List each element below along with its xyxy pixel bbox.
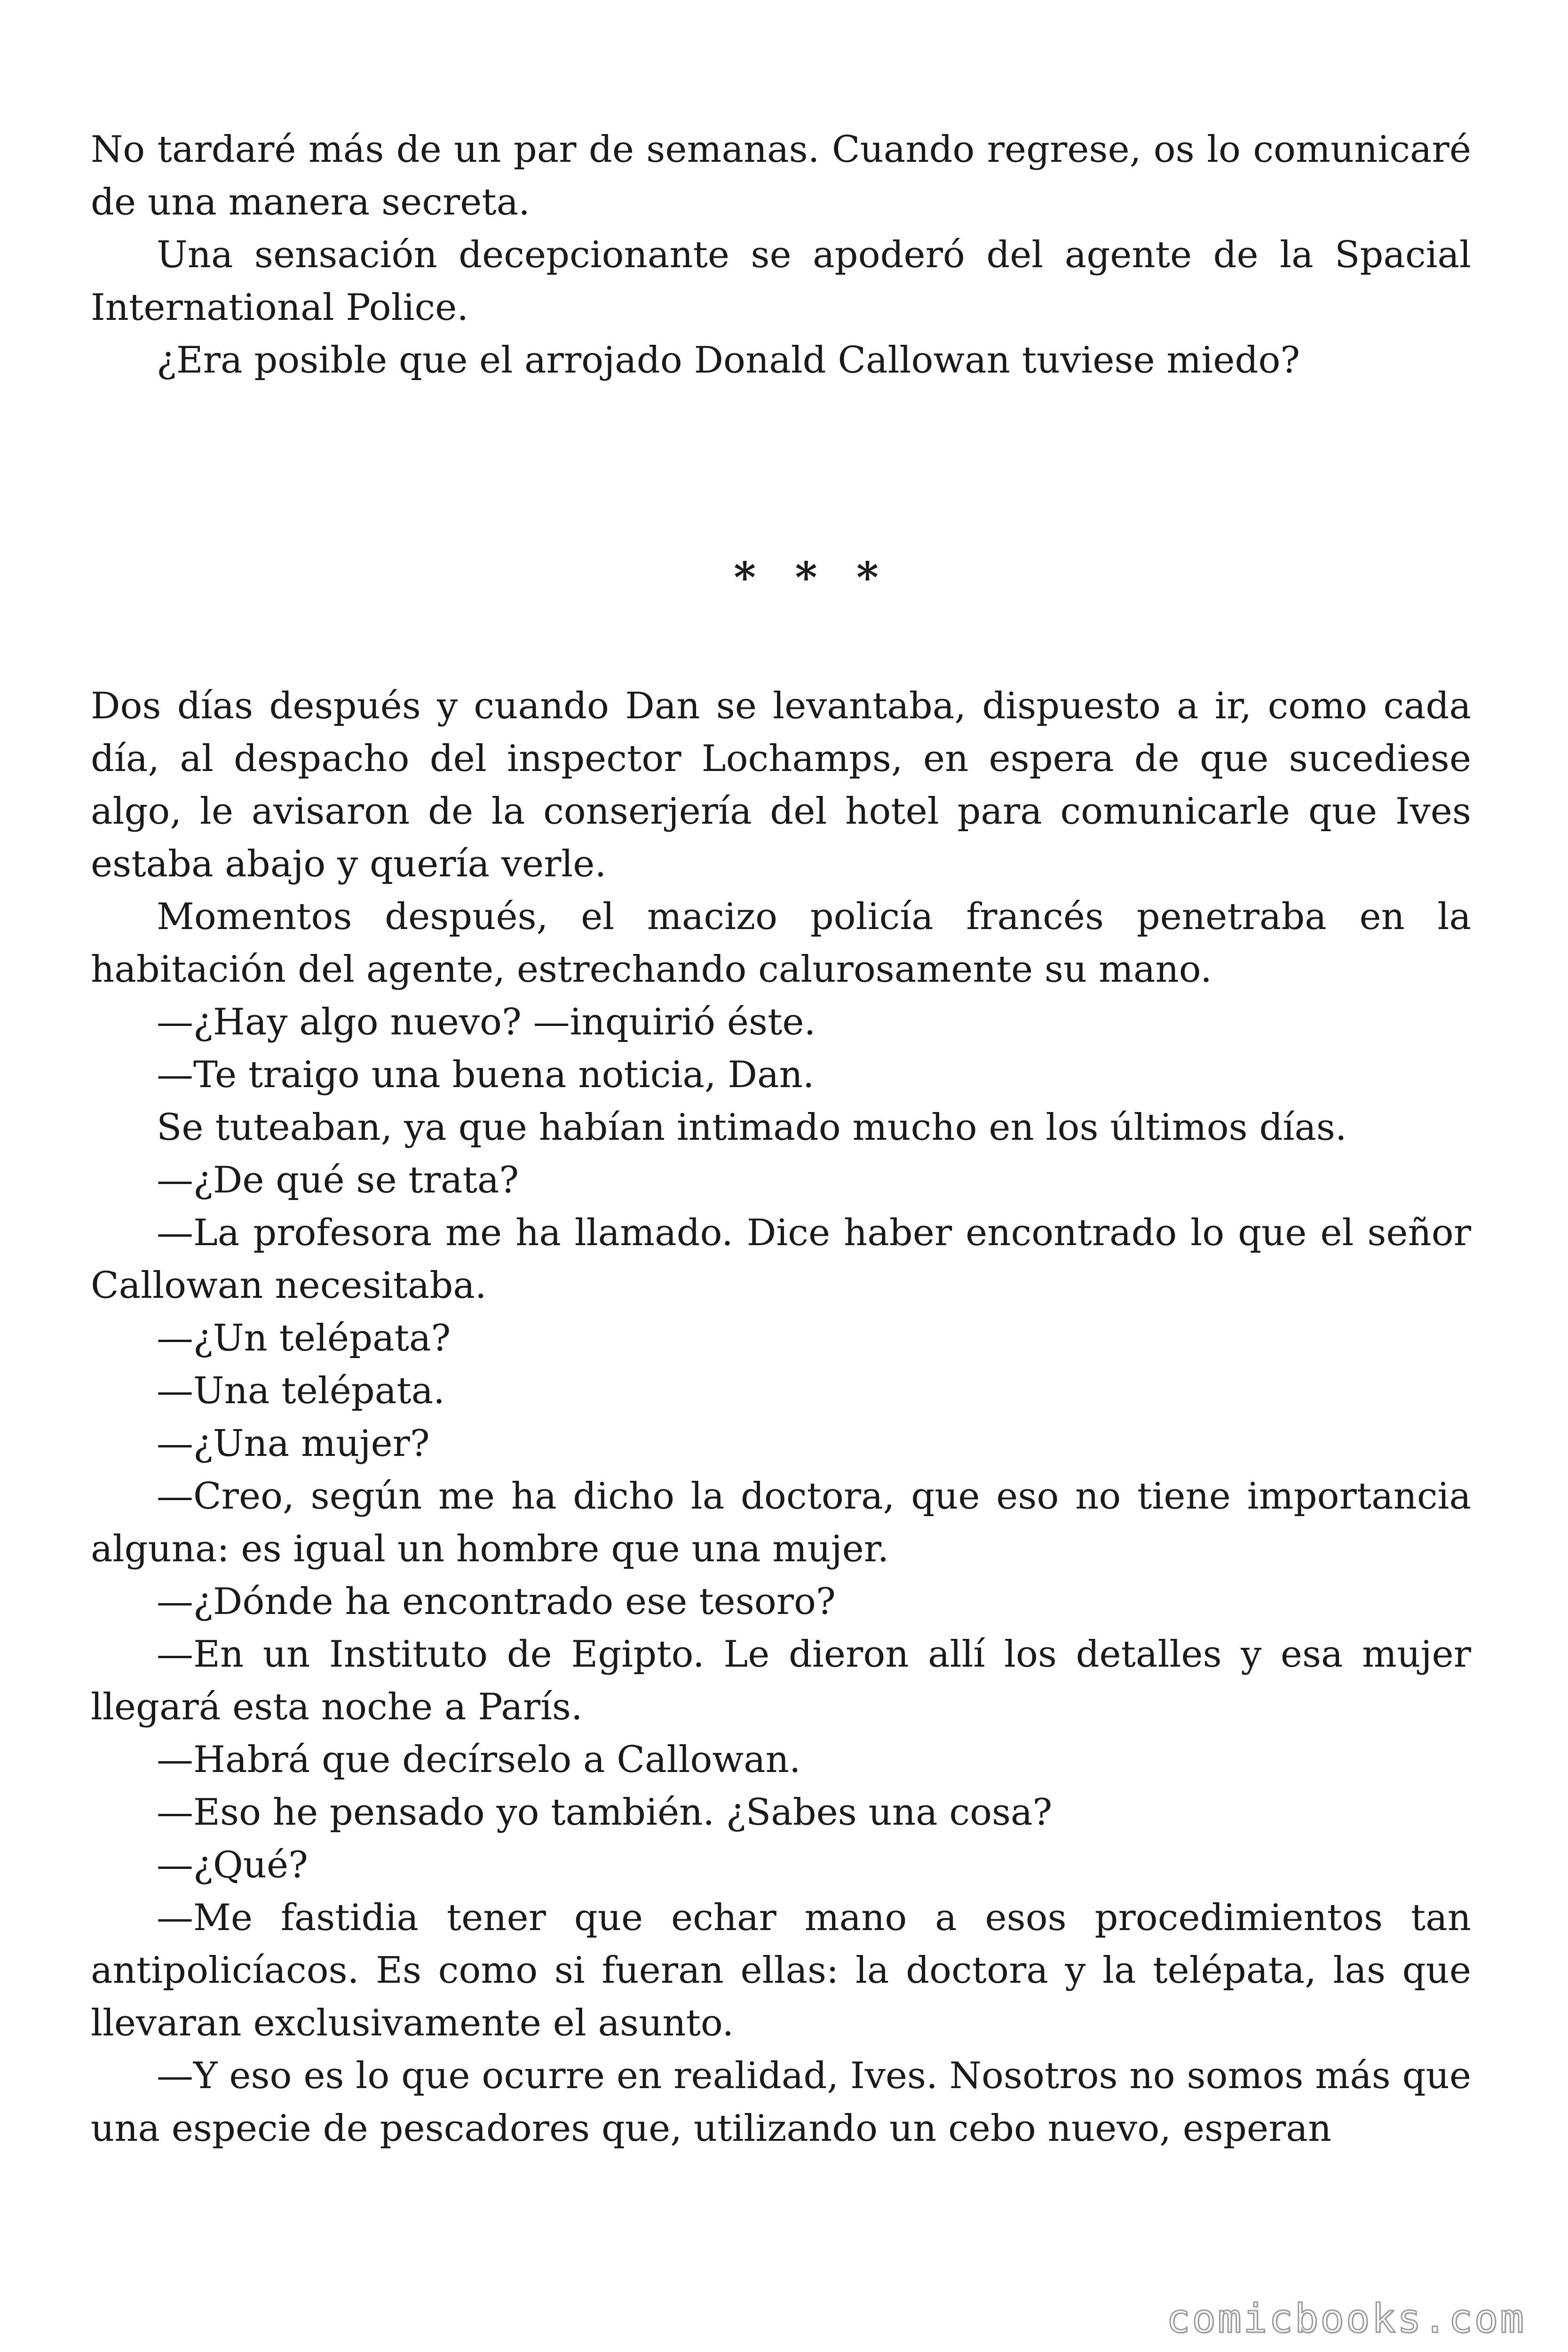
dialogue-line: —¿Una mujer? [157, 1422, 430, 1465]
dialogue-line: —Una telépata. [157, 1370, 445, 1412]
paragraph: Momentos después, el macizo policía francés penetraba en la habitación del agente, estrechando calurosamente su mano. [91, 896, 1471, 991]
dialogue-line: —En un Instituto de Egipto. Le dieron allí los detalles y esa mujer llegará esta noche a París. [91, 1633, 1471, 1728]
dialogue-line: —Te traigo una buena noticia, Dan. [157, 1054, 815, 1096]
dialogue-line: —¿Hay algo nuevo? —inquirió éste. [157, 1001, 816, 1043]
dialogue-line: —Y eso es lo que ocurre en realidad, Ives. Nosotros no somos más que una especie de pescadores que, utilizando un cebo nuevo, esperan [91, 2055, 1471, 2150]
section-separator: * * * [734, 553, 891, 603]
paragraph: Se tuteaban, ya que habían intimado mucho en los últimos días. [157, 1106, 1347, 1149]
dialogue-line: —¿Un telépata? [157, 1317, 451, 1359]
top-text-block [91, 123, 1471, 387]
dialogue-line: —¿De qué se trata? [157, 1159, 519, 1201]
paragraph: Dos días después y cuando Dan se levantaba, dispuesto a ir, como cada día, al despacho del inspector Lochamps, en espera de que sucediese algo, le avisaron de la conserjería del hotel para comunicarle que Ives estaba abajo y quería verle. [91, 685, 1471, 885]
dialogue-line: —Eso he pensado yo también. ¿Sabes una cosa? [157, 1791, 1053, 1834]
dialogue-line: —Me fastidia tener que echar mano a esos procedimientos tan antipolicíacos. Es como si fueran ellas: la doctora y la telépata, las que llevaran exclusivamente el asunto. [91, 1897, 1471, 2044]
dialogue-line: —Creo, según me ha dicho la doctora, que eso no tiene importancia alguna: es igual un hombre que una mujer. [91, 1475, 1471, 1570]
main-text-block [91, 680, 1471, 2155]
dialogue-line: —¿Dónde ha encontrado ese tesoro? [157, 1581, 836, 1623]
paragraph: Una sensación decepcionante se apoderó del agente de la Spacial International Police. [91, 234, 1471, 329]
dialogue-line: —Habrá que decírselo a Callowan. [157, 1739, 801, 1781]
dialogue-line: —La profesora me ha llamado. Dice haber encontrado lo que el señor Callowan necesitaba. [91, 1212, 1471, 1307]
dialogue-line: —¿Qué? [157, 1844, 308, 1886]
paragraph: No tardaré más de un par de semanas. Cuando regrese, os lo comunicaré de una manera secreta. [91, 128, 1471, 223]
watermark-logo: comicbooks.com [1166, 2296, 1526, 2342]
paragraph: ¿Era posible que el arrojado Donald Callowan tuviese miedo? [157, 339, 1300, 381]
